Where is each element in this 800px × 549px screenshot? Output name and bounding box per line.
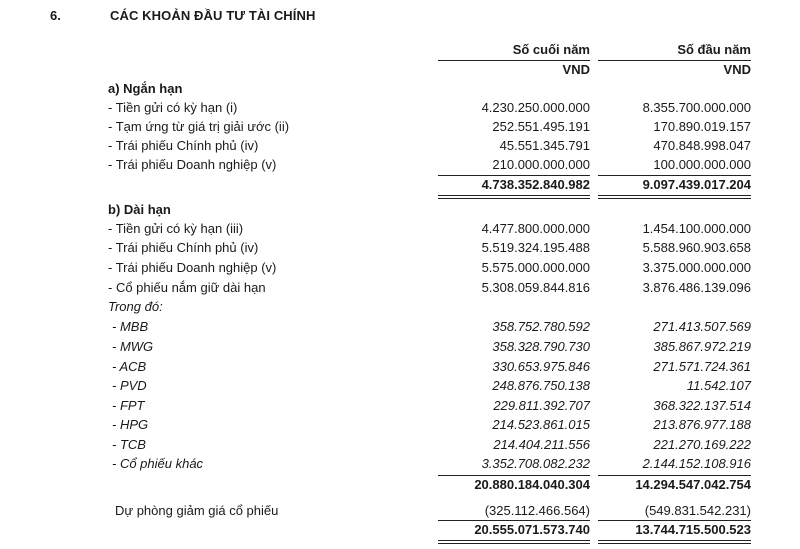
header-underline-1 — [438, 60, 590, 61]
value-end-of-year: 5.519.324.195.488 — [481, 240, 590, 255]
stock-row — [0, 339, 800, 358]
value-beginning-of-year: 368.322.137.514 — [653, 398, 751, 413]
value-end-of-year: 358.752.780.592 — [492, 319, 590, 334]
unit-label-1: VND — [562, 62, 590, 77]
table-row — [0, 100, 800, 119]
table-row — [0, 260, 800, 279]
value-end-of-year: 214.523.861.015 — [492, 417, 590, 432]
total-rule-top-2 — [598, 175, 751, 176]
row-label: - Tiền gửi có kỳ hạn (iii) — [108, 221, 244, 236]
total-rule-bottom-2 — [598, 195, 751, 196]
value-end-of-year: 3.352.708.082.232 — [481, 456, 590, 471]
final-total-rule-top-1 — [438, 520, 590, 521]
row-label: - Trái phiếu Doanh nghiệp (v) — [108, 157, 277, 172]
row-label: - Tạm ứng từ giá trị giải ước (ii) — [108, 119, 290, 134]
row-label: - Cổ phiếu nắm giữ dài hạn — [108, 280, 266, 295]
long-term-total-end: 20.555.071.573.740 — [474, 522, 590, 537]
table-row — [0, 280, 800, 299]
short-term-total-row — [0, 177, 800, 196]
final-total-rule-double-1 — [438, 543, 590, 544]
section-title: CÁC KHOẢN ĐẦU TƯ TÀI CHÍNH — [110, 8, 316, 23]
stock-label: - ACB — [112, 359, 147, 374]
total-rule-top-1 — [438, 175, 590, 176]
value-end-of-year: 248.876.750.138 — [492, 378, 590, 393]
row-label: - Trái phiếu Doanh nghiệp (v) — [108, 260, 277, 275]
row-label: - Trái phiếu Chính phủ (iv) — [108, 138, 259, 153]
column-header-end-of-year: Số cuối năm — [512, 42, 590, 57]
value-end-of-year: 210.000.000.000 — [492, 157, 590, 172]
provision-end: (325.112.466.564) — [484, 503, 590, 518]
value-beginning-of-year: 271.571.724.361 — [653, 359, 751, 374]
stock-label: - TCB — [112, 437, 146, 452]
stock-row — [0, 437, 800, 456]
value-beginning-of-year: 271.413.507.569 — [653, 319, 751, 334]
stock-row — [0, 398, 800, 417]
value-end-of-year: 214.404.211.556 — [493, 437, 590, 452]
value-beginning-of-year: 8.355.700.000.000 — [642, 100, 751, 115]
stock-row — [0, 378, 800, 397]
provision-begin: (549.831.542.231) — [644, 503, 751, 518]
long-term-total-row — [0, 522, 800, 541]
value-end-of-year: 4.230.250.000.000 — [481, 100, 590, 115]
value-beginning-of-year: 11.542.107 — [686, 378, 751, 393]
value-beginning-of-year: 2.144.152.108.916 — [642, 456, 751, 471]
value-end-of-year: 4.477.800.000.000 — [481, 221, 590, 236]
value-beginning-of-year: 470.848.998.047 — [653, 138, 751, 153]
short-term-heading: a) Ngắn hạn — [108, 81, 183, 96]
total-rule-double-1 — [438, 198, 590, 199]
value-beginning-of-year: 100.000.000.000 — [653, 157, 751, 172]
table-row — [0, 221, 800, 240]
final-total-rule-double-2 — [598, 543, 751, 544]
value-end-of-year: 5.308.059.844.816 — [481, 280, 590, 295]
subtotal-rule-2 — [598, 475, 751, 476]
value-end-of-year: 358.328.790.730 — [492, 339, 590, 354]
short-term-total-begin: 9.097.439.017.204 — [642, 177, 751, 192]
value-beginning-of-year: 385.867.972.219 — [653, 339, 751, 354]
header-underline-2 — [598, 60, 751, 61]
final-total-rule-bottom-1 — [438, 540, 590, 541]
value-end-of-year: 45.551.345.791 — [499, 138, 590, 153]
subtotal-rule-1 — [438, 475, 590, 476]
value-beginning-of-year: 5.588.960.903.658 — [642, 240, 751, 255]
stock-label: - MWG — [112, 339, 154, 354]
table-row — [0, 157, 800, 176]
table-row — [0, 119, 800, 138]
value-beginning-of-year: 170.890.019.157 — [653, 119, 751, 134]
provision-label: Dự phòng giảm giá cổ phiếu — [115, 503, 279, 518]
short-term-total-end: 4.738.352.840.982 — [481, 177, 590, 192]
value-end-of-year: 229.811.392.707 — [493, 398, 590, 413]
stock-label: - Cổ phiếu khác — [112, 456, 204, 471]
value-end-of-year: 252.551.495.191 — [492, 119, 590, 134]
stock-label: - MBB — [112, 319, 149, 334]
value-beginning-of-year: 213.876.977.188 — [653, 417, 751, 432]
final-total-rule-bottom-2 — [598, 540, 751, 541]
stock-label: - HPG — [112, 417, 149, 432]
long-term-subtotal-end: 20.880.184.040.304 — [474, 477, 590, 492]
value-end-of-year: 5.575.000.000.000 — [481, 260, 590, 275]
column-header-beginning-of-year: Số đầu năm — [677, 42, 751, 57]
total-rule-double-2 — [598, 198, 751, 199]
row-label: - Trái phiếu Chính phủ (iv) — [108, 240, 259, 255]
stock-row — [0, 319, 800, 338]
final-total-rule-top-2 — [598, 520, 751, 521]
table-row — [0, 240, 800, 259]
row-label: - Tiền gửi có kỳ hạn (i) — [108, 100, 238, 115]
stock-row — [0, 359, 800, 378]
stock-label: - FPT — [112, 398, 145, 413]
value-end-of-year: 330.653.975.846 — [492, 359, 590, 374]
stock-label: - PVD — [112, 378, 147, 393]
total-rule-bottom-1 — [438, 195, 590, 196]
short-term-heading-row — [0, 81, 800, 100]
value-beginning-of-year: 1.454.100.000.000 — [642, 221, 751, 236]
value-beginning-of-year: 221.270.169.222 — [653, 437, 751, 452]
value-beginning-of-year: 3.876.486.139.096 — [642, 280, 751, 295]
of-which-row — [0, 299, 800, 318]
section-number: 6. — [50, 8, 61, 23]
long-term-subtotal-begin: 14.294.547.042.754 — [635, 477, 751, 492]
stock-row — [0, 417, 800, 436]
of-which-label: Trong đó: — [108, 299, 163, 314]
unit-label-2: VND — [723, 62, 751, 77]
long-term-total-begin: 13.744.715.500.523 — [635, 522, 751, 537]
long-term-heading-row — [0, 202, 800, 221]
long-term-subtotal-row — [0, 477, 800, 496]
value-beginning-of-year: 3.375.000.000.000 — [642, 260, 751, 275]
stock-row — [0, 456, 800, 475]
long-term-heading: b) Dài hạn — [108, 202, 171, 217]
table-row — [0, 138, 800, 157]
